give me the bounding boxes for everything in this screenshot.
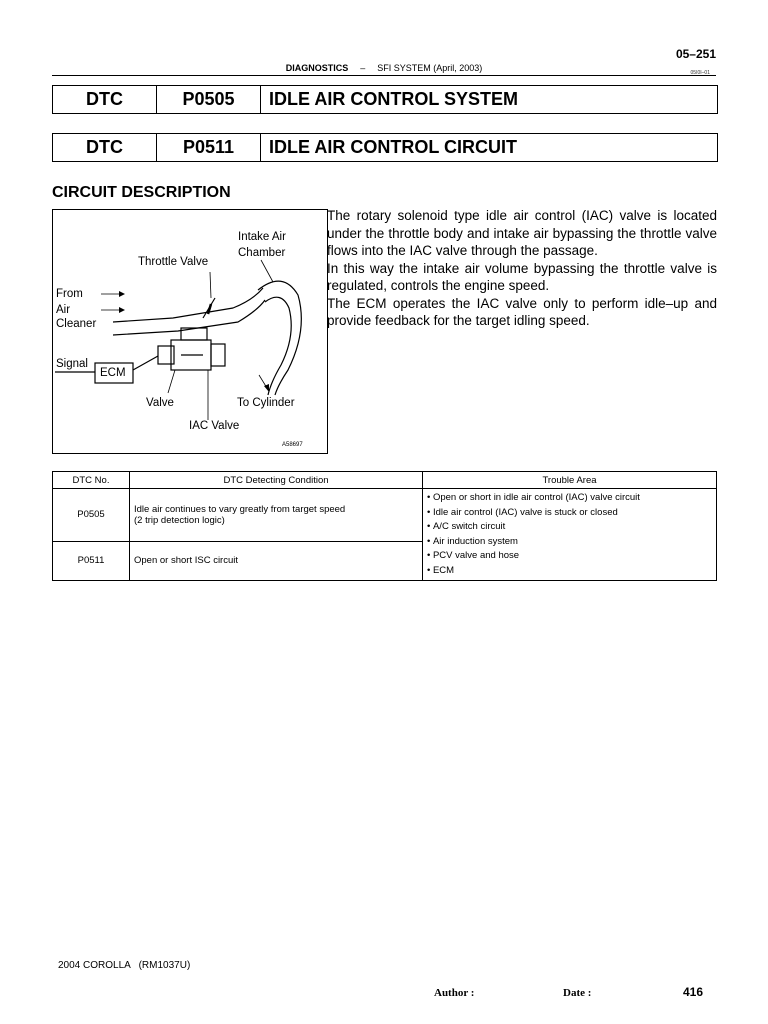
col-dtc-no: DTC No.	[53, 472, 130, 489]
dtc-box-p0505	[52, 85, 718, 114]
col-detecting-condition: DTC Detecting Condition	[130, 472, 423, 489]
trouble-item: • Air induction system	[427, 535, 712, 550]
col-trouble-area: Trouble Area	[423, 472, 717, 489]
label-iac-valve: IAC Valve	[189, 420, 240, 432]
system-name: SFI SYSTEM (April, 2003)	[377, 63, 483, 73]
trouble-item: • ECM	[427, 564, 712, 579]
circuit-description	[327, 207, 717, 330]
label-from: From	[56, 288, 83, 300]
header-separator: –	[360, 63, 366, 73]
section-title: CIRCUIT DESCRIPTION	[52, 184, 231, 201]
dtc-box-p0511	[52, 133, 718, 162]
label-ecm: ECM	[100, 367, 126, 379]
footer-page-number: 416	[683, 985, 704, 999]
intake-pipe-top	[113, 288, 263, 322]
header-rule	[52, 75, 716, 76]
dtc-code: P0511	[157, 134, 261, 161]
label-air: Air	[56, 304, 71, 316]
label-to-cylinder: To Cylinder	[237, 397, 295, 409]
dtc-title: IDLE AIR CONTROL SYSTEM	[269, 89, 519, 109]
iac-cap	[211, 344, 225, 366]
description-paragraph: In this way the intake air volume bypassing the throttle valve is regulated, controls the engine speed.	[327, 260, 717, 293]
doc-code: 05I0I–01	[690, 70, 710, 76]
condition-line: Open or short ISC circuit	[134, 555, 239, 567]
condition-line: Idle air continues to vary greatly from target speed	[134, 503, 346, 515]
label-cleaner: Cleaner	[56, 318, 97, 330]
footer-date: Date :	[563, 987, 592, 999]
description-paragraph: The ECM operates the IAC valve only to perform idle–up and provide feedback for the target idling speed.	[327, 295, 717, 328]
description-paragraph: The rotary solenoid type idle air control (IAC) valve is located under the throttle body and intake air bypassing the throttle valve flows into the IAC valve through the passage.	[327, 208, 717, 258]
label-throttle-valve: Throttle Valve	[138, 256, 209, 268]
figure-code: A58697	[282, 442, 303, 448]
page-code: 05–251	[675, 47, 716, 61]
intake-pipe-bottom	[113, 300, 265, 335]
iac-connector	[158, 346, 174, 364]
trouble-item: • Open or short in idle air control (IAC) valve circuit	[427, 491, 712, 506]
trouble-area-cell	[423, 489, 717, 581]
chamber-inner	[265, 297, 291, 395]
dtc-label: DTC	[53, 134, 157, 161]
footer-model: 2004 COROLLA (RM1037U)	[58, 960, 191, 971]
dtc-table	[52, 471, 717, 581]
dtc-no-cell: P0511	[53, 541, 130, 580]
trouble-item: • A/C switch circuit	[427, 520, 712, 535]
footer-author: Author :	[434, 987, 475, 999]
label-valve: Valve	[146, 397, 174, 409]
dtc-title: IDLE AIR CONTROL CIRCUIT	[269, 137, 517, 157]
trouble-item: • PCV valve and hose	[427, 549, 712, 564]
trouble-item: • Idle air control (IAC) valve is stuck or closed	[427, 506, 712, 521]
dtc-code: P0505	[157, 86, 261, 113]
label-chamber: Chamber	[238, 247, 286, 259]
label-signal: Signal	[56, 358, 88, 370]
dtc-no-cell: P0505	[53, 489, 130, 542]
condition-cell	[130, 541, 423, 580]
circuit-figure	[52, 209, 328, 454]
condition-line: (2 trip detection logic)	[134, 514, 225, 526]
label-intake-air: Intake Air	[238, 231, 286, 243]
condition-cell	[130, 489, 423, 542]
section-name: DIAGNOSTICS	[285, 63, 349, 73]
running-header	[0, 63, 768, 73]
table-header-row	[53, 472, 717, 489]
dtc-label: DTC	[53, 86, 157, 113]
table-row	[53, 489, 717, 542]
